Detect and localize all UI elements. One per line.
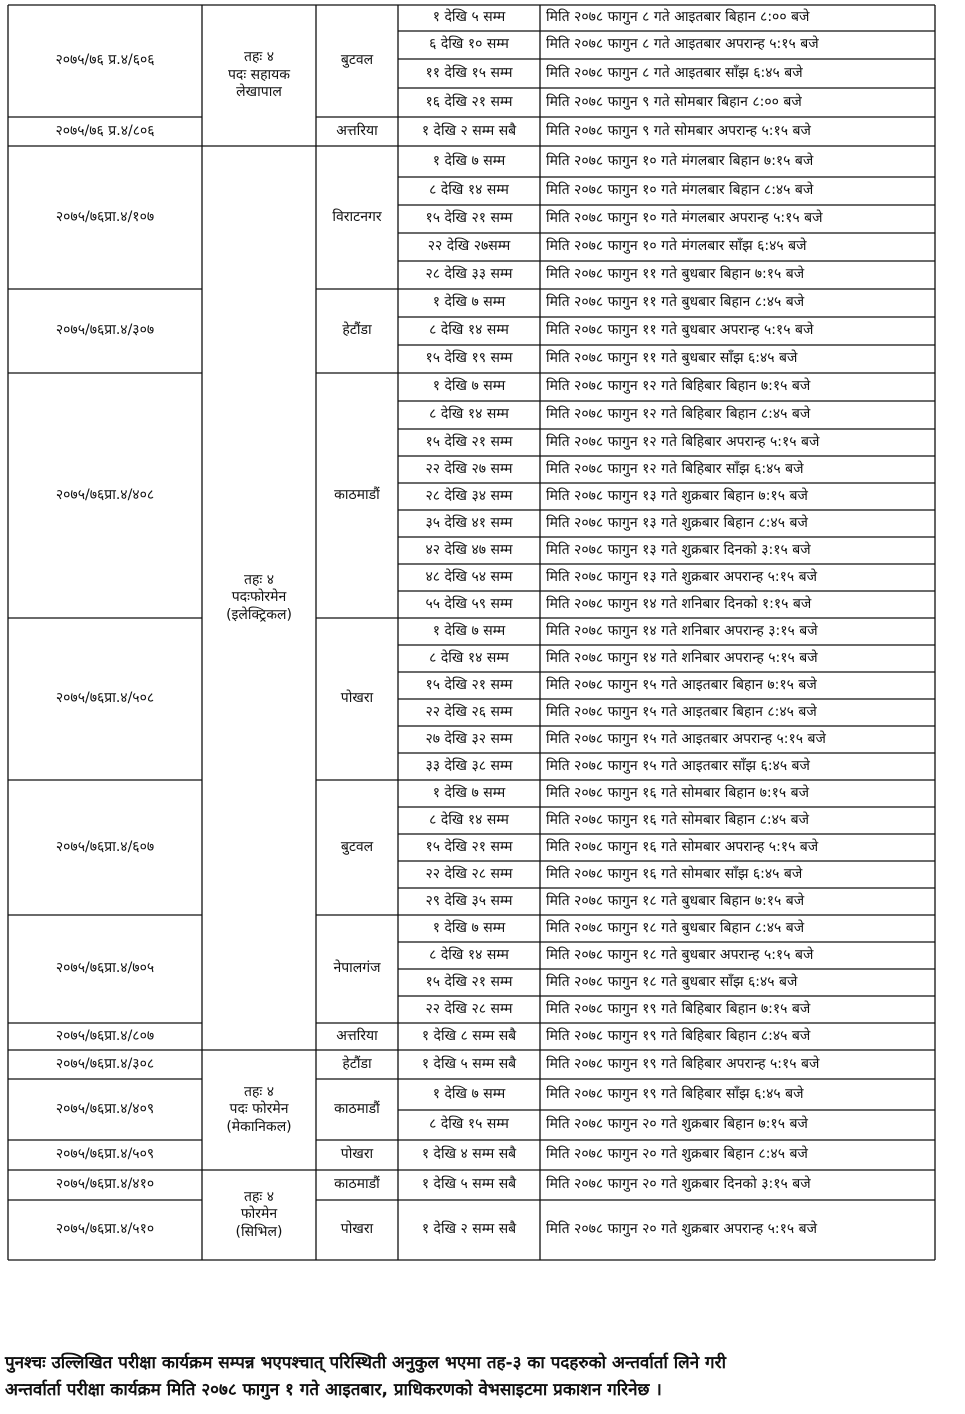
interview-datetime: मिति २०७८ फागुन २० गते शुक्रबार दिनको ३:१५ बजे: [546, 1176, 811, 1193]
schedule-cell: [540, 1079, 941, 1110]
exam-center-cell: [316, 373, 398, 618]
exam-center-cell: [316, 1023, 398, 1050]
schedule-cell: [540, 510, 941, 537]
roll-range: २९ देखि ३५ सम्म: [425, 892, 513, 909]
schedule-cell: [540, 780, 941, 807]
schedule-cell: [540, 5, 941, 31]
interview-datetime: मिति २०७८ फागुन १८ गते बुधबार अपरान्ह ५:१५ बजे: [546, 946, 814, 963]
ad-number-cell: [8, 1140, 202, 1170]
schedule-cell: [540, 177, 941, 205]
schedule-cell: [540, 1200, 941, 1260]
roll-range-cell: [398, 1140, 540, 1170]
interview-datetime: मिति २०७८ फागुन १९ गते बिहिबार साँझ ६:४५ बजे: [546, 1085, 804, 1102]
post-cell: [202, 146, 316, 1050]
schedule-cell: [540, 564, 941, 591]
ad-number-cell: [8, 1170, 202, 1200]
roll-range-cell: [398, 753, 540, 780]
exam-center: काठमाडौं: [334, 486, 380, 503]
ad-number-cell: [8, 1050, 202, 1079]
interview-datetime: मिति २०७८ फागुन १३ गते शुक्रबार अपरान्ह ५:१५ बजे: [546, 568, 817, 585]
ad-number: २०७५/७६प्रा.४/५१०: [55, 1221, 155, 1238]
ad-number-cell: [8, 289, 202, 373]
interview-datetime: मिति २०७८ फागुन ११ गते बुधबार साँझ ६:४५ बजे: [546, 350, 798, 367]
interview-datetime: मिति २०७८ फागुन २० गते शुक्रबार अपरान्ह ५:१५ बजे: [546, 1221, 817, 1238]
roll-range-cell: [398, 59, 540, 88]
schedule-cell: [540, 456, 941, 483]
roll-range-cell: [398, 1023, 540, 1050]
exam-center: हेटौंडा: [342, 322, 372, 339]
interview-datetime: मिति २०७८ फागुन १५ गते आइतबार बिहान ८:४५ बजे: [546, 703, 817, 720]
schedule-cell: [540, 888, 941, 915]
ad-number: २०७५/७६प्रा.४/३०८: [55, 1055, 155, 1072]
interview-datetime: मिति २०७८ फागुन ११ गते बुधबार बिहान ७:१५ बजे: [546, 266, 805, 283]
interview-datetime: मिति २०७८ फागुन १८ गते बुधबार बिहान ८:४५ बजे: [546, 919, 805, 936]
roll-range-cell: [398, 1079, 540, 1110]
ad-number: २०७५/७६प्रा.४/६०७: [55, 838, 155, 855]
roll-range-cell: [398, 317, 540, 345]
roll-range: २७ देखि ३२ सम्म: [425, 730, 513, 747]
schedule-cell: [540, 345, 941, 373]
schedule-cell: [540, 1050, 941, 1079]
interview-datetime: मिति २०७८ फागुन ११ गते बुधबार अपरान्ह ५:१५ बजे: [546, 322, 814, 339]
roll-range-cell: [398, 233, 540, 261]
interview-datetime: मिति २०७८ फागुन १३ गते शुक्रबार बिहान ७:१५ बजे: [546, 487, 808, 504]
interview-datetime: मिति २०७८ फागुन १४ गते शनिबार अपरान्ह ३:१५ बजे: [546, 622, 818, 639]
exam-center: विराटनगर: [332, 208, 382, 225]
interview-datetime: मिति २०७८ फागुन १२ गते बिहिबार बिहान ७:१५ बजे: [546, 378, 811, 395]
schedule-cell: [540, 59, 941, 88]
roll-range: ४२ देखि ४७ सम्म: [425, 541, 513, 558]
post-line: लेखापाल: [236, 84, 282, 101]
roll-range-cell: [398, 780, 540, 807]
roll-range: १५ देखि २१ सम्म: [425, 210, 513, 227]
interview-datetime: मिति २०७८ फागुन १६ गते सोमबार बिहान ७:१५ बजे: [546, 784, 810, 801]
roll-range: २२ देखि २८ सम्म: [425, 1000, 513, 1017]
interview-datetime: मिति २०७८ फागुन १४ गते शनिबार दिनको १:१५ बजे: [546, 595, 812, 612]
interview-datetime: मिति २०७८ फागुन ९ गते सोमबार अपरान्ह ५:१५ बजे: [546, 122, 811, 139]
roll-range: १६ देखि २१ सम्म: [425, 93, 513, 110]
roll-range: ८ देखि १४ सम्म: [429, 649, 509, 666]
schedule-cell: [540, 1023, 941, 1050]
post-cell: [202, 1050, 316, 1170]
post-line: तहः ४: [244, 49, 274, 66]
schedule-cell: [540, 591, 941, 618]
exam-center: नेपालगंज: [333, 960, 381, 977]
interview-datetime: मिति २०७८ फागुन २० गते शुक्रबार बिहान ७:१५ बजे: [546, 1116, 808, 1133]
interview-datetime: मिति २०७८ फागुन १० गते मंगलबार बिहान ८:४५ बजे: [546, 182, 814, 199]
roll-range-cell: [398, 483, 540, 510]
roll-range: ६ देखि १० सम्म: [429, 36, 509, 53]
exam-center-cell: [316, 780, 398, 915]
roll-range: १ देखि ५ सम्म सबै: [421, 1055, 517, 1072]
interview-datetime: मिति २०७८ फागुन १६ गते सोमबार अपरान्ह ५:१५ बजे: [546, 838, 819, 855]
interview-datetime: मिति २०७८ फागुन ८ गते आइतबार बिहान ८:०० बजे: [546, 9, 810, 26]
roll-range-cell: [398, 672, 540, 699]
ad-number: २०७५/७६प्रा.४/१०७: [55, 208, 155, 225]
exam-center-cell: [316, 915, 398, 1023]
roll-range-cell: [398, 942, 540, 969]
roll-range: ३३ देखि ३८ सम्म: [425, 757, 513, 774]
interview-datetime: मिति २०७८ फागुन १८ गते बुधबार साँझ ६:४५ बजे: [546, 973, 798, 990]
interview-datetime: मिति २०७८ फागुन ८ गते आइतबार अपरान्ह ५:१५ बजे: [546, 36, 819, 53]
ad-number-cell: [8, 915, 202, 1023]
roll-range: २२ देखि २७सम्म: [427, 238, 511, 255]
interview-datetime: मिति २०७८ फागुन १६ गते सोमबार साँझ ६:४५ बजे: [546, 865, 803, 882]
roll-range-cell: [398, 834, 540, 861]
roll-range: १५ देखि २१ सम्म: [425, 676, 513, 693]
schedule-cell: [540, 373, 941, 401]
roll-range-cell: [398, 726, 540, 753]
roll-range: २८ देखि ३४ सम्म: [425, 487, 513, 504]
ad-number: २०७५/७६ प्र.४/८०६: [55, 122, 155, 139]
ad-number-cell: [8, 1023, 202, 1050]
footnote: [5, 1350, 960, 1404]
roll-range: १ देखि ७ सम्म: [432, 1085, 506, 1102]
roll-range: ८ देखि १४ सम्म: [429, 182, 509, 199]
roll-range-cell: [398, 537, 540, 564]
footnote-line-1: पुनश्चः उल्लिखित परीक्षा कार्यक्रम सम्पन्न भएपश्चात् परिस्थिती अनुकुल भएमा तह-३ का पदहरुको अन्तर्वार्ता लिने गरी: [5, 1353, 726, 1373]
interview-datetime: मिति २०७८ फागुन १४ गते शनिबार अपरान्ह ५:१५ बजे: [546, 649, 818, 666]
exam-center-cell: [316, 1140, 398, 1170]
roll-range-cell: [398, 564, 540, 591]
roll-range-cell: [398, 1050, 540, 1079]
roll-range: ५५ देखि ५९ सम्म: [425, 595, 513, 612]
roll-range: ३५ देखि ४१ सम्म: [425, 514, 513, 531]
ad-number: २०७५/७६प्रा.४/४१०: [55, 1176, 155, 1193]
exam-center: बुटवल: [340, 52, 374, 69]
schedule-cell: [540, 726, 941, 753]
roll-range: १ देखि ७ सम्म: [432, 622, 506, 639]
schedule-cell: [540, 672, 941, 699]
roll-range-cell: [398, 456, 540, 483]
post-line: (इलेक्ट्रिकल): [226, 606, 292, 623]
roll-range-cell: [398, 373, 540, 401]
exam-center-cell: [316, 289, 398, 373]
roll-range: २२ देखि २७ सम्म: [425, 460, 513, 477]
roll-range: २२ देखि २८ सम्म: [425, 865, 513, 882]
schedule-cell: [540, 699, 941, 726]
post-line: (सिभिल): [235, 1223, 283, 1240]
exam-center-cell: [316, 1170, 398, 1200]
schedule-cell: [540, 1140, 941, 1170]
roll-range: ११ देखि १५ सम्म: [425, 64, 513, 81]
schedule-cell: [540, 834, 941, 861]
roll-range: ८ देखि १४ सम्म: [429, 406, 509, 423]
post-cell: [202, 5, 316, 146]
post-line: फोरमेन: [240, 1206, 278, 1223]
roll-range-cell: [398, 618, 540, 645]
interview-datetime: मिति २०७८ फागुन ९ गते सोमबार बिहान ८:०० बजे: [546, 93, 802, 110]
roll-range: १५ देखि २१ सम्म: [425, 973, 513, 990]
schedule-cell: [540, 233, 941, 261]
schedule-cell: [540, 942, 941, 969]
exam-center: काठमाडौं: [334, 1100, 380, 1117]
roll-range: १ देखि २ सम्म सबै: [421, 122, 517, 139]
roll-range: १ देखि ५ सम्म: [432, 9, 506, 26]
interview-datetime: मिति २०७८ फागुन ८ गते आइतबार साँझ ६:४५ बजे: [546, 64, 803, 81]
roll-range-cell: [398, 177, 540, 205]
roll-range: १५ देखि २१ सम्म: [425, 838, 513, 855]
ad-number-cell: [8, 117, 202, 146]
ad-number: २०७५/७६प्रा.४/५०९: [55, 1146, 155, 1163]
roll-range: १ देखि ५ सम्म सबै: [421, 1176, 517, 1193]
schedule-cell: [540, 401, 941, 429]
interview-datetime: मिति २०७८ फागुन १२ गते बिहिबार अपरान्ह ५:१५ बजे: [546, 433, 820, 450]
exam-center: अत्तरिया: [336, 122, 378, 139]
ad-number-cell: [8, 146, 202, 289]
exam-center: पोखरा: [340, 1221, 374, 1238]
ad-number-cell: [8, 5, 202, 117]
roll-range-cell: [398, 1110, 540, 1140]
schedule-cell: [540, 996, 941, 1023]
roll-range-cell: [398, 429, 540, 456]
schedule-cell: [540, 1110, 941, 1140]
interview-datetime: मिति २०७८ फागुन १० गते मंगलबार साँझ ६:४५ बजे: [546, 238, 807, 255]
post-line: तहः ४: [244, 1083, 274, 1100]
roll-range-cell: [398, 861, 540, 888]
roll-range-cell: [398, 645, 540, 672]
interview-datetime: मिति २०७८ फागुन १३ गते शुक्रबार बिहान ८:४५ बजे: [546, 514, 808, 531]
roll-range-cell: [398, 1170, 540, 1200]
exam-center: बुटवल: [340, 838, 374, 855]
exam-center-cell: [316, 146, 398, 289]
exam-center-cell: [316, 618, 398, 780]
exam-center: काठमाडौं: [334, 1176, 380, 1193]
schedule-cell: [540, 483, 941, 510]
schedule-cell: [540, 807, 941, 834]
roll-range-cell: [398, 289, 540, 317]
ad-number-cell: [8, 1079, 202, 1140]
roll-range: ८ देखि १४ सम्म: [429, 322, 509, 339]
ad-number-cell: [8, 373, 202, 618]
roll-range: १५ देखि १९ सम्म: [425, 350, 513, 367]
interview-datetime: मिति २०७८ फागुन १२ गते बिहिबार साँझ ६:४५ बजे: [546, 460, 804, 477]
interview-datetime: मिति २०७८ फागुन १८ गते बुधबार बिहान ७:१५ बजे: [546, 892, 805, 909]
ad-number-cell: [8, 780, 202, 915]
roll-range: १५ देखि २१ सम्म: [425, 433, 513, 450]
schedule-cell: [540, 317, 941, 345]
roll-range: १ देखि ७ सम्म: [432, 919, 506, 936]
roll-range-cell: [398, 591, 540, 618]
schedule-cell: [540, 429, 941, 456]
schedule-cell: [540, 645, 941, 672]
post-line: तहः ४: [244, 1188, 274, 1205]
interview-datetime: मिति २०७८ फागुन १० गते मंगलबार बिहान ७:१५ बजे: [546, 152, 814, 169]
roll-range: २२ देखि २६ सम्म: [425, 703, 513, 720]
roll-range-cell: [398, 117, 540, 146]
roll-range-cell: [398, 31, 540, 59]
roll-range-cell: [398, 996, 540, 1023]
schedule-cell: [540, 753, 941, 780]
roll-range: १ देखि ८ सम्म सबै: [421, 1027, 517, 1044]
interview-datetime: मिति २०७८ फागुन २० गते शुक्रबार बिहान ८:४५ बजे: [546, 1146, 808, 1163]
roll-range-cell: [398, 88, 540, 117]
ad-number-cell: [8, 1200, 202, 1260]
roll-range-cell: [398, 807, 540, 834]
roll-range-cell: [398, 345, 540, 373]
post-line: पदःफोरमेन: [231, 589, 287, 606]
roll-range-cell: [398, 510, 540, 537]
ad-number: २०७५/७६प्रा.४/७०५: [55, 960, 155, 977]
interview-datetime: मिति २०७८ फागुन १३ गते शुक्रबार दिनको ३:१५ बजे: [546, 541, 811, 558]
ad-number: २०७५/७६प्रा.४/४०८: [55, 486, 155, 503]
interview-datetime: मिति २०७८ फागुन १५ गते आइतबार अपरान्ह ५:१५ बजे: [546, 730, 826, 747]
interview-datetime: मिति २०७८ फागुन ११ गते बुधबार बिहान ८:४५ बजे: [546, 294, 805, 311]
roll-range-cell: [398, 915, 540, 942]
interview-datetime: मिति २०७८ फागुन १९ गते बिहिबार बिहान ८:४५ बजे: [546, 1027, 811, 1044]
roll-range: २८ देखि ३३ सम्म: [425, 266, 513, 283]
roll-range-cell: [398, 699, 540, 726]
schedule-cell: [540, 618, 941, 645]
ad-number-cell: [8, 618, 202, 780]
roll-range-cell: [398, 5, 540, 31]
roll-range: १ देखि २ सम्म सबै: [421, 1221, 517, 1238]
roll-range: १ देखि ४ सम्म सबै: [421, 1146, 517, 1163]
exam-center: पोखरा: [340, 1146, 374, 1163]
schedule-cell: [540, 537, 941, 564]
ad-number: २०७५/७६प्रा.४/५०८: [55, 690, 155, 707]
ad-number: २०७५/७६प्रा.४/३०७: [55, 322, 155, 339]
exam-center-cell: [316, 1050, 398, 1079]
schedule-cell: [540, 117, 941, 146]
roll-range-cell: [398, 1200, 540, 1260]
roll-range: १ देखि ७ सम्म: [432, 378, 506, 395]
roll-range-cell: [398, 888, 540, 915]
post-line: पदः सहायक: [227, 66, 291, 83]
ad-number: २०७५/७६प्रा.४/८०७: [55, 1027, 155, 1044]
exam-center: हेटौंडा: [342, 1055, 372, 1072]
exam-center: अत्तरिया: [336, 1027, 378, 1044]
post-line: तहः ४: [244, 571, 274, 588]
schedule-cell: [540, 31, 941, 59]
schedule-cell: [540, 289, 941, 317]
roll-range-cell: [398, 401, 540, 429]
exam-center: पोखरा: [340, 690, 374, 707]
interview-datetime: मिति २०७८ फागुन १० गते मंगलबार अपरान्ह ५:१५ बजे: [546, 210, 823, 227]
interview-datetime: मिति २०७८ फागुन १६ गते सोमबार बिहान ८:४५ बजे: [546, 811, 810, 828]
schedule-cell: [540, 915, 941, 942]
schedule-cell: [540, 88, 941, 117]
exam-center-cell: [316, 1079, 398, 1140]
ad-number: २०७५/७६प्रा.४/४०९: [55, 1100, 155, 1117]
roll-range: १ देखि ७ सम्म: [432, 784, 506, 801]
footnote-line-2: अन्तर्वार्ता परीक्षा कार्यक्रम मिति २०७८ फागुन १ गते आइतबार, प्राधिकरणको वेभसाइटमा प्रकाशन गरिनेछ ।: [5, 1380, 662, 1400]
post-cell: [202, 1170, 316, 1260]
exam-center-cell: [316, 117, 398, 146]
interview-datetime: मिति २०७८ फागुन १५ गते आइतबार साँझ ६:४५ बजे: [546, 757, 810, 774]
roll-range-cell: [398, 261, 540, 289]
interview-datetime: मिति २०७८ फागुन १२ गते बिहिबार बिहान ८:४५ बजे: [546, 406, 811, 423]
schedule-cell: [540, 969, 941, 996]
schedule-cell: [540, 261, 941, 289]
schedule-cell: [540, 1170, 941, 1200]
interview-datetime: मिति २०७८ फागुन १९ गते बिहिबार अपरान्ह ५:१५ बजे: [546, 1055, 820, 1072]
schedule-cell: [540, 861, 941, 888]
interview-datetime: मिति २०७८ फागुन १९ गते बिहिबार बिहान ७:१५ बजे: [546, 1000, 811, 1017]
exam-center-cell: [316, 5, 398, 117]
roll-range-cell: [398, 146, 540, 177]
roll-range-cell: [398, 969, 540, 996]
ad-number: २०७५/७६ प्र.४/६०६: [55, 52, 155, 69]
roll-range: ८ देखि १४ सम्म: [429, 946, 509, 963]
roll-range-cell: [398, 205, 540, 233]
schedule-cell: [540, 205, 941, 233]
interview-datetime: मिति २०७८ फागुन १५ गते आइतबार बिहान ७:१५ बजे: [546, 676, 817, 693]
exam-center-cell: [316, 1200, 398, 1260]
post-line: पदः फोरमेन: [229, 1101, 289, 1118]
roll-range: ८ देखि १४ सम्म: [429, 811, 509, 828]
roll-range: १ देखि ७ सम्म: [432, 152, 506, 169]
roll-range: ४८ देखि ५४ सम्म: [425, 568, 513, 585]
roll-range: १ देखि ७ सम्म: [432, 294, 506, 311]
schedule-cell: [540, 146, 941, 177]
post-line: (मेकानिकल): [226, 1118, 292, 1135]
roll-range: ८ देखि १५ सम्म: [429, 1116, 509, 1133]
